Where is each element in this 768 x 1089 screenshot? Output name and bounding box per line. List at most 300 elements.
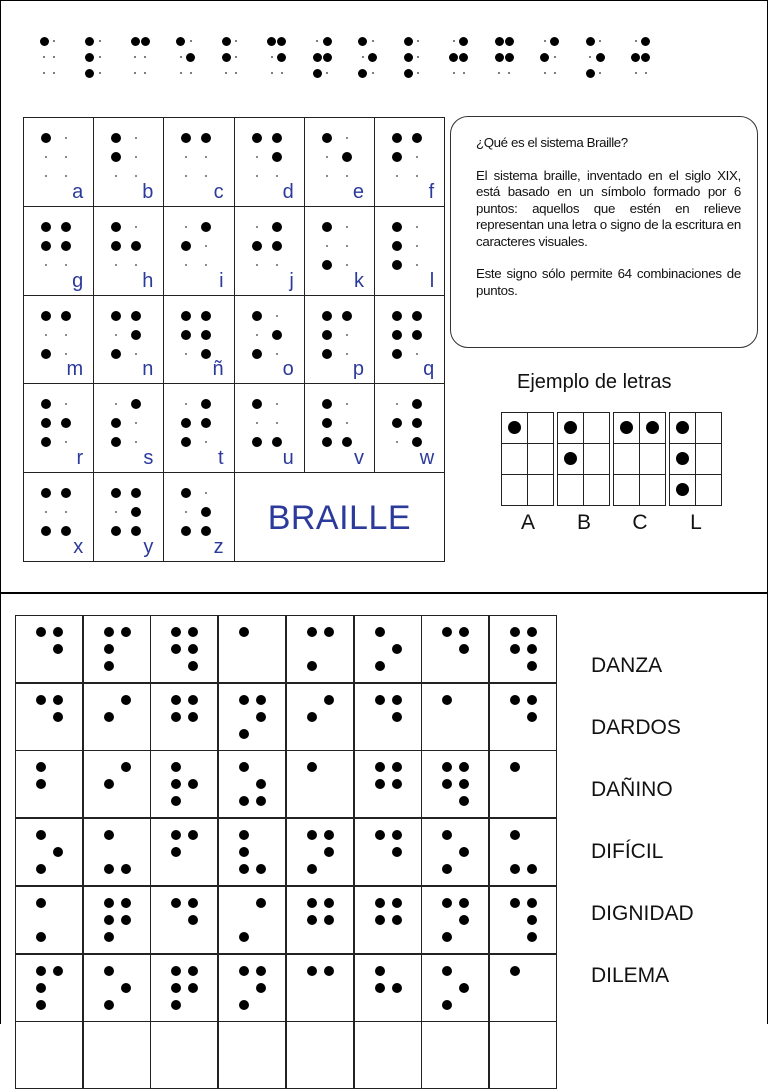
word-grid-cell bbox=[15, 954, 83, 1022]
braille-dot bbox=[104, 864, 114, 874]
braille-dot bbox=[104, 966, 114, 976]
braille-dot bbox=[358, 37, 367, 46]
braille-dot bbox=[121, 627, 131, 637]
word-grid-cell bbox=[354, 954, 422, 1022]
braille-dot bbox=[53, 847, 63, 857]
word-grid-cell bbox=[286, 683, 354, 751]
braille-dot bbox=[201, 399, 211, 409]
braille-dot bbox=[131, 399, 141, 409]
braille-dot bbox=[121, 864, 131, 874]
braille-dot bbox=[41, 399, 51, 409]
braille-dot bbox=[171, 644, 181, 654]
braille-dot bbox=[256, 864, 266, 874]
braille-dot bbox=[181, 437, 191, 447]
alphabet-cell-i bbox=[163, 206, 234, 296]
braille-dot bbox=[307, 627, 317, 637]
braille-empty-dot bbox=[45, 156, 47, 158]
braille-empty-dot bbox=[589, 56, 591, 58]
braille-dot bbox=[508, 421, 521, 434]
alphabet-cell-g bbox=[23, 206, 94, 296]
braille-empty-dot bbox=[185, 226, 187, 228]
braille-dot bbox=[239, 762, 249, 772]
braille-dot bbox=[527, 644, 537, 654]
braille-dot bbox=[510, 830, 520, 840]
alphabet-cell-h bbox=[93, 206, 164, 296]
braille-dot bbox=[111, 437, 121, 447]
braille-dot bbox=[36, 762, 46, 772]
braille-dot bbox=[368, 53, 377, 62]
braille-dot bbox=[510, 644, 520, 654]
braille-empty-dot bbox=[544, 40, 546, 42]
alphabet-letter: c bbox=[213, 180, 224, 203]
example-grid-cell bbox=[695, 443, 722, 475]
braille-dot bbox=[201, 418, 211, 428]
braille-empty-dot bbox=[235, 40, 237, 42]
braille-dot bbox=[272, 152, 282, 162]
braille-dot bbox=[459, 627, 469, 637]
braille-dot bbox=[442, 932, 452, 942]
word-grid-cell bbox=[83, 1021, 151, 1089]
braille-empty-dot bbox=[185, 403, 187, 405]
braille-dot bbox=[188, 695, 198, 705]
braille-empty-dot bbox=[65, 511, 67, 513]
word-grid-cell bbox=[354, 818, 422, 886]
braille-dot bbox=[272, 330, 282, 340]
braille-dot bbox=[586, 37, 595, 46]
braille-dot bbox=[121, 915, 131, 925]
braille-dot bbox=[412, 418, 422, 428]
braille-empty-dot bbox=[281, 72, 283, 74]
braille-dot bbox=[111, 133, 121, 143]
braille-empty-dot bbox=[316, 40, 318, 42]
braille-dot bbox=[131, 311, 141, 321]
braille-empty-dot bbox=[256, 422, 258, 424]
braille-dot bbox=[459, 983, 469, 993]
braille-dot bbox=[392, 779, 402, 789]
word-grid-cell bbox=[15, 615, 83, 683]
braille-dot bbox=[631, 53, 640, 62]
braille-dot bbox=[171, 847, 181, 857]
braille-dot bbox=[392, 983, 402, 993]
braille-dot bbox=[412, 437, 422, 447]
braille-dot bbox=[442, 1000, 452, 1010]
info-paragraph-1: El sistema braille, inventado en el siglo XIX, está basado en un símbolo formado por 6 puntos: aquellos que estén en relieve representan una letra o signo de la escritura en caracteres visuales. bbox=[476, 167, 741, 249]
braille-dot bbox=[141, 37, 150, 46]
braille-dot bbox=[527, 712, 537, 722]
braille-dot bbox=[527, 627, 537, 637]
braille-dot bbox=[188, 661, 198, 671]
word-item: DAÑINO bbox=[591, 778, 673, 801]
alphabet-cell-a bbox=[23, 117, 94, 207]
info-question: ¿Qué es el sistema Braille? bbox=[476, 135, 628, 150]
braille-dot bbox=[239, 847, 249, 857]
braille-dot bbox=[41, 526, 51, 536]
word-grid-cell bbox=[421, 1021, 489, 1089]
braille-empty-dot bbox=[396, 403, 398, 405]
braille-dot bbox=[442, 864, 452, 874]
braille-dot bbox=[53, 966, 63, 976]
braille-empty-dot bbox=[45, 264, 47, 266]
example-grid-cell bbox=[583, 474, 610, 506]
example-grid-cell bbox=[669, 443, 696, 475]
word-item: DIFÍCIL bbox=[591, 840, 664, 863]
braille-dot bbox=[322, 330, 332, 340]
example-grid-cell bbox=[639, 412, 666, 444]
word-grid-cell bbox=[218, 750, 286, 818]
alphabet-cell-d bbox=[234, 117, 305, 207]
braille-empty-dot bbox=[185, 156, 187, 158]
alphabet-cell-z bbox=[163, 472, 234, 562]
braille-empty-dot bbox=[135, 226, 137, 228]
braille-dot bbox=[171, 898, 181, 908]
braille-dot bbox=[256, 796, 266, 806]
braille-dot bbox=[104, 932, 114, 942]
braille-dot bbox=[36, 932, 46, 942]
example-grid-cell bbox=[501, 412, 528, 444]
example-grid-cell bbox=[613, 412, 640, 444]
braille-empty-dot bbox=[453, 72, 455, 74]
braille-empty-dot bbox=[135, 422, 137, 424]
example-title: Ejemplo de letras bbox=[517, 371, 672, 393]
example-grid-cell bbox=[669, 474, 696, 506]
braille-dot bbox=[36, 627, 46, 637]
braille-dot bbox=[676, 421, 689, 434]
example-grid-cell bbox=[669, 412, 696, 444]
braille-dot bbox=[358, 69, 367, 78]
braille-dot bbox=[323, 37, 332, 46]
braille-dot bbox=[392, 260, 402, 270]
braille-empty-dot bbox=[645, 72, 647, 74]
word-item: DARDOS bbox=[591, 716, 681, 739]
braille-dot bbox=[181, 133, 191, 143]
word-grid-cell bbox=[150, 683, 218, 751]
word-grid-cell bbox=[218, 615, 286, 683]
braille-dot bbox=[256, 695, 266, 705]
braille-dot bbox=[392, 311, 402, 321]
word-item: DIGNIDAD bbox=[591, 902, 694, 925]
braille-dot bbox=[256, 779, 266, 789]
braille-empty-dot bbox=[416, 156, 418, 158]
braille-dot bbox=[442, 830, 452, 840]
braille-dot bbox=[111, 349, 121, 359]
alphabet-cell-p bbox=[304, 295, 375, 385]
braille-empty-dot bbox=[346, 334, 348, 336]
braille-dot bbox=[171, 796, 181, 806]
word-grid-cell bbox=[286, 954, 354, 1022]
braille-dot bbox=[322, 311, 332, 321]
braille-empty-dot bbox=[346, 245, 348, 247]
braille-dot bbox=[188, 779, 198, 789]
word-grid-cell bbox=[286, 615, 354, 683]
braille-dot bbox=[322, 399, 332, 409]
alphabet-letter: t bbox=[218, 447, 224, 470]
braille-dot bbox=[442, 779, 452, 789]
braille-dot bbox=[342, 311, 352, 321]
braille-empty-dot bbox=[65, 156, 67, 158]
braille-empty-dot bbox=[205, 245, 207, 247]
braille-dot bbox=[111, 241, 121, 251]
example-grid-cell bbox=[501, 443, 528, 475]
braille-dot bbox=[41, 418, 51, 428]
braille-dot bbox=[256, 712, 266, 722]
word-grid-cell bbox=[421, 954, 489, 1022]
braille-dot bbox=[540, 53, 549, 62]
alphabet-letter: j bbox=[289, 269, 294, 292]
braille-empty-dot bbox=[65, 264, 67, 266]
braille-dot bbox=[121, 695, 131, 705]
word-grid-cell bbox=[83, 683, 151, 751]
example-grid-cell bbox=[695, 412, 722, 444]
braille-empty-dot bbox=[276, 175, 278, 177]
braille-dot bbox=[267, 37, 276, 46]
braille-empty-dot bbox=[185, 264, 187, 266]
braille-dot bbox=[459, 37, 468, 46]
braille-dot bbox=[459, 898, 469, 908]
word-grid-cell bbox=[218, 818, 286, 886]
braille-dot bbox=[41, 311, 51, 321]
braille-dot bbox=[188, 644, 198, 654]
braille-empty-dot bbox=[271, 72, 273, 74]
braille-empty-dot bbox=[346, 226, 348, 228]
alphabet-letter: u bbox=[282, 447, 294, 470]
word-grid-cell bbox=[150, 886, 218, 954]
braille-empty-dot bbox=[326, 72, 328, 74]
braille-dot bbox=[181, 488, 191, 498]
alphabet-cell-s bbox=[93, 383, 164, 473]
example-letter-label: A bbox=[520, 511, 535, 534]
braille-dot bbox=[324, 898, 334, 908]
braille-dot bbox=[121, 762, 131, 772]
alphabet-letter: i bbox=[219, 269, 224, 292]
braille-empty-dot bbox=[508, 72, 510, 74]
braille-empty-dot bbox=[205, 441, 207, 443]
braille-dot bbox=[256, 966, 266, 976]
braille-dot bbox=[111, 222, 121, 232]
braille-dot bbox=[375, 983, 385, 993]
word-grid-cell bbox=[354, 750, 422, 818]
braille-empty-dot bbox=[346, 353, 348, 355]
braille-dot bbox=[201, 507, 211, 517]
braille-empty-dot bbox=[635, 72, 637, 74]
braille-empty-dot bbox=[180, 56, 182, 58]
braille-dot bbox=[104, 898, 114, 908]
braille-empty-dot bbox=[326, 156, 328, 158]
braille-empty-dot bbox=[346, 422, 348, 424]
braille-dot bbox=[239, 695, 249, 705]
braille-empty-dot bbox=[326, 175, 328, 177]
word-grid-cell bbox=[15, 683, 83, 751]
braille-empty-dot bbox=[417, 72, 419, 74]
braille-empty-dot bbox=[416, 175, 418, 177]
word-grid-cell bbox=[150, 818, 218, 886]
braille-dot bbox=[171, 779, 181, 789]
braille-dot bbox=[239, 627, 249, 637]
braille-dot bbox=[131, 507, 141, 517]
braille-empty-dot bbox=[225, 72, 227, 74]
braille-dot bbox=[442, 966, 452, 976]
braille-dot bbox=[61, 526, 71, 536]
alphabet-letter: o bbox=[282, 358, 294, 381]
braille-empty-dot bbox=[396, 441, 398, 443]
braille-empty-dot bbox=[416, 353, 418, 355]
example-grid-cell bbox=[613, 474, 640, 506]
word-grid-cell bbox=[489, 1021, 557, 1089]
word-grid-cell bbox=[489, 683, 557, 751]
alphabet-letter: w bbox=[419, 447, 435, 470]
braille-dot bbox=[322, 222, 332, 232]
braille-dot bbox=[256, 983, 266, 993]
word-grid-cell bbox=[150, 954, 218, 1022]
braille-dot bbox=[201, 133, 211, 143]
word-grid-cell bbox=[150, 1021, 218, 1089]
alphabet-cell-v bbox=[304, 383, 375, 473]
word-grid-cell bbox=[489, 954, 557, 1022]
braille-empty-dot bbox=[544, 72, 546, 74]
braille-empty-dot bbox=[235, 72, 237, 74]
word-grid-cell bbox=[489, 615, 557, 683]
braille-dot bbox=[41, 437, 51, 447]
braille-dot bbox=[442, 898, 452, 908]
braille-dot bbox=[442, 695, 452, 705]
braille-empty-dot bbox=[256, 175, 258, 177]
braille-dot bbox=[307, 864, 317, 874]
braille-empty-dot bbox=[115, 334, 117, 336]
braille-empty-dot bbox=[346, 175, 348, 177]
alphabet-letter: r bbox=[76, 447, 84, 470]
braille-empty-dot bbox=[134, 72, 136, 74]
alphabet-cell-w bbox=[374, 383, 445, 473]
braille-empty-dot bbox=[115, 511, 117, 513]
braille-dot bbox=[36, 695, 46, 705]
braille-dot bbox=[324, 627, 334, 637]
alphabet-letter: b bbox=[142, 180, 154, 203]
braille-dot bbox=[510, 966, 520, 976]
braille-empty-dot bbox=[463, 72, 465, 74]
braille-dot bbox=[252, 133, 262, 143]
word-grid-cell bbox=[489, 750, 557, 818]
braille-dot bbox=[188, 627, 198, 637]
braille-dot bbox=[104, 830, 114, 840]
braille-dot bbox=[272, 241, 282, 251]
braille-dot bbox=[239, 796, 249, 806]
braille-dot bbox=[104, 661, 114, 671]
braille-empty-dot bbox=[635, 40, 637, 42]
braille-empty-dot bbox=[416, 226, 418, 228]
braille-dot bbox=[313, 53, 322, 62]
braille-empty-dot bbox=[53, 40, 55, 42]
braille-dot bbox=[505, 53, 514, 62]
braille-dot bbox=[181, 526, 191, 536]
braille-dot bbox=[676, 483, 689, 496]
braille-dot bbox=[392, 152, 402, 162]
word-grid-cell bbox=[83, 818, 151, 886]
braille-dot bbox=[181, 241, 191, 251]
braille-empty-dot bbox=[99, 72, 101, 74]
braille-empty-dot bbox=[53, 56, 55, 58]
braille-dot bbox=[646, 421, 659, 434]
braille-dot bbox=[252, 437, 262, 447]
braille-dot bbox=[277, 37, 286, 46]
braille-dot bbox=[176, 37, 185, 46]
braille-dot bbox=[392, 915, 402, 925]
braille-empty-dot bbox=[276, 353, 278, 355]
word-item: DILEMA bbox=[591, 964, 670, 987]
braille-dot bbox=[111, 488, 121, 498]
braille-empty-dot bbox=[135, 441, 137, 443]
alphabet-letter: d bbox=[282, 180, 294, 203]
braille-dot bbox=[104, 779, 114, 789]
braille-dot bbox=[256, 898, 266, 908]
braille-empty-dot bbox=[205, 264, 207, 266]
braille-dot bbox=[61, 311, 71, 321]
braille-dot bbox=[171, 1000, 181, 1010]
braille-dot bbox=[596, 53, 605, 62]
braille-empty-dot bbox=[453, 40, 455, 42]
word-grid-cell bbox=[489, 818, 557, 886]
word-grid-cell bbox=[354, 683, 422, 751]
braille-dot bbox=[392, 330, 402, 340]
alphabet-cell-r bbox=[23, 383, 94, 473]
braille-dot bbox=[404, 69, 413, 78]
braille-empty-dot bbox=[205, 175, 207, 177]
braille-dot bbox=[459, 762, 469, 772]
braille-dot bbox=[239, 966, 249, 976]
braille-dot bbox=[527, 661, 537, 671]
braille-empty-dot bbox=[276, 315, 278, 317]
braille-empty-dot bbox=[256, 264, 258, 266]
word-grid-cell bbox=[354, 1021, 422, 1089]
word-grid-cell bbox=[286, 886, 354, 954]
braille-dot bbox=[375, 779, 385, 789]
braille-dot bbox=[36, 830, 46, 840]
braille-dot bbox=[323, 53, 332, 62]
word-grid-cell bbox=[421, 750, 489, 818]
example-grid-cell bbox=[527, 443, 554, 475]
braille-dot bbox=[527, 695, 537, 705]
braille-dot bbox=[392, 847, 402, 857]
braille-dot bbox=[171, 830, 181, 840]
braille-dot bbox=[85, 53, 94, 62]
word-grid-cell bbox=[218, 954, 286, 1022]
braille-empty-dot bbox=[599, 40, 601, 42]
braille-dot bbox=[239, 830, 249, 840]
braille-empty-dot bbox=[256, 226, 258, 228]
braille-dot bbox=[181, 418, 191, 428]
braille-dot bbox=[586, 69, 595, 78]
braille-empty-dot bbox=[235, 56, 237, 58]
braille-empty-dot bbox=[256, 156, 258, 158]
braille-dot bbox=[53, 627, 63, 637]
alphabet-cell-ñ bbox=[163, 295, 234, 385]
braille-dot bbox=[252, 241, 262, 251]
braille-dot bbox=[201, 311, 211, 321]
braille-empty-dot bbox=[599, 72, 601, 74]
braille-dot bbox=[392, 133, 402, 143]
braille-dot bbox=[375, 966, 385, 976]
braille-empty-dot bbox=[185, 353, 187, 355]
braille-dot bbox=[53, 695, 63, 705]
example-grid-cell bbox=[557, 474, 584, 506]
braille-empty-dot bbox=[205, 492, 207, 494]
info-paragraph-2: Este signo sólo permite 64 combinaciones de puntos. bbox=[476, 266, 741, 298]
braille-dot bbox=[324, 830, 334, 840]
word-grid-cell bbox=[218, 683, 286, 751]
word-grid-cell bbox=[354, 886, 422, 954]
alphabet-letter: ñ bbox=[212, 358, 224, 381]
braille-dot bbox=[564, 421, 577, 434]
braille-dot bbox=[375, 898, 385, 908]
braille-dot bbox=[459, 915, 469, 925]
